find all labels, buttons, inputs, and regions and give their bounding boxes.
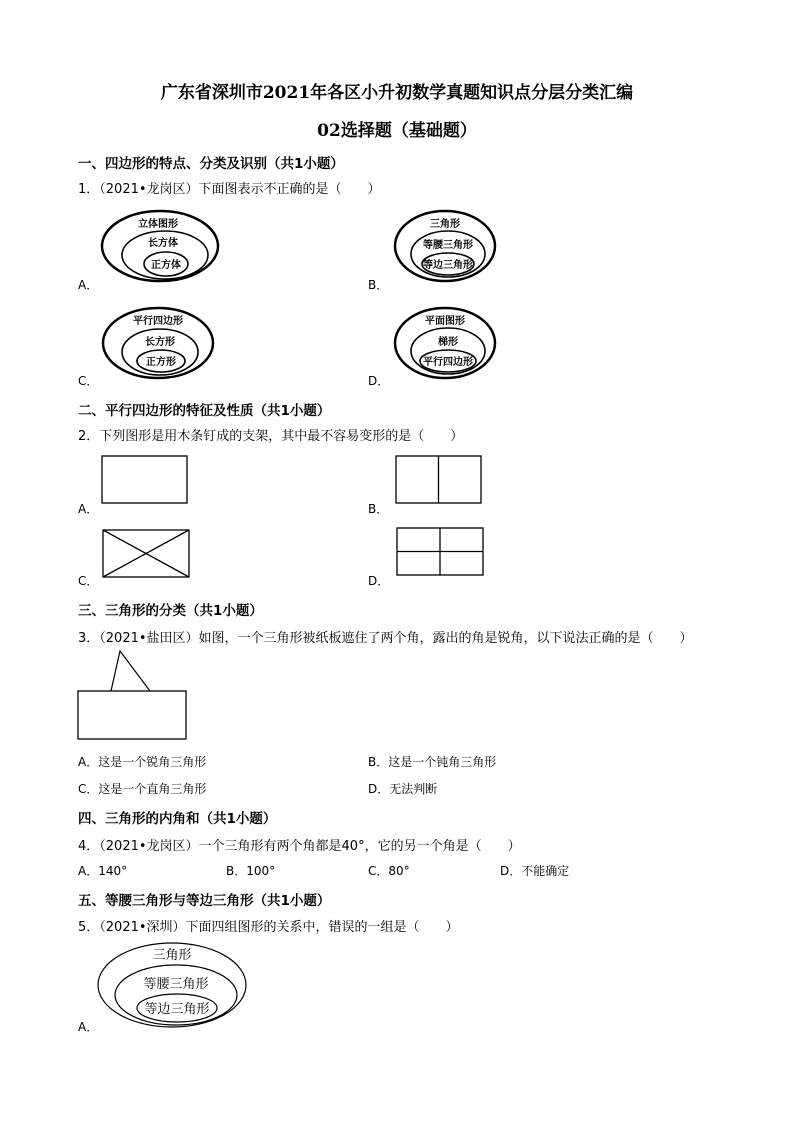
q5a-inner-label: 等边三角形 [144,1002,210,1017]
q1-option-a-letter: A． [78,278,99,292]
question-4: 4．（2021•龙岗区）一个三角形有两个角都是40°，它的另一个角是（ ） [78,839,521,854]
q1a-inner-label: 正方体 [151,260,181,271]
section-heading-3: 三、三角形的分类（共1小题） [78,603,263,619]
question-2: 2．下列图形是用木条钉成的支架，其中最不容易变形的是（ ） [78,429,464,444]
q2-option-d-letter: D． [368,574,390,588]
q5a-middle-label: 等腰三角形 [143,977,209,992]
question-5: 5．（2021•深圳）下面四组图形的关系中，错误的一组是（ ） [78,920,459,935]
q1c-outer-label: 平行四边形 [133,316,183,327]
q2-option-c-frame [101,528,192,580]
q2-option-b-frame [394,454,484,506]
q5-option-a-letter: A． [78,1020,99,1034]
q4-option-b: B．100° [226,864,276,878]
q1c-inner-label: 正方形 [146,357,176,368]
q1a-middle-label: 长方体 [148,238,178,249]
section-heading-1: 一、四边形的特点、分类及识别（共1小题） [78,156,344,172]
section-heading-2: 二、平行四边形的特征及性质（共1小题） [78,403,331,419]
q2-option-d-frame [395,526,485,578]
q1-option-c-diagram [100,305,216,381]
q2-option-c-letter: C． [78,574,99,588]
q1d-inner-label: 平行四边形 [423,357,473,368]
question-3: 3．（2021•盐田区）如图，一个三角形被纸板遮住了两个角，露出的角是锐角，以下说法正确的是（ ） [78,631,693,646]
q1-option-b-letter: B． [368,278,389,292]
section-heading-4: 四、三角形的内角和（共1小题） [78,811,277,827]
q5a-outer-label: 三角形 [152,948,192,963]
q1-option-d-letter: D． [368,374,390,388]
q1d-middle-label: 梯形 [438,337,458,348]
q2-option-a-letter: A． [78,502,99,516]
q1-option-d-diagram [393,305,497,381]
q2-option-b-letter: B． [368,502,389,516]
q2-option-a-frame [100,454,190,506]
question-1: 1．（2021•龙岗区）下面图表示不正确的是（ ） [78,182,381,197]
q3-option-a: A．这是一个锐角三角形 [78,755,207,769]
q1-option-a-diagram [100,208,222,284]
section-heading-5: 五、等腰三角形与等边三角形（共1小题） [78,893,331,909]
q3-option-d: D．无法判断 [368,782,438,796]
q4-option-a: A．140° [78,864,128,878]
q1d-outer-label: 平面图形 [425,316,465,327]
document-title: 广东省深圳市2021年各区小升初数学真题知识点分层分类汇编 [160,83,634,103]
q4-option-c: C．80° [368,864,410,878]
q4-option-d: D．不能确定 [500,864,570,878]
document-subtitle: 02选择题（基础题） [317,121,477,141]
q3-option-b: B．这是一个钝角三角形 [368,755,497,769]
q1a-outer-label: 立体图形 [138,219,178,230]
q5-option-a-diagram [96,940,248,1030]
q3-covered-triangle-figure [76,649,190,743]
q1b-outer-label: 三角形 [430,219,460,230]
q1c-middle-label: 长方形 [145,337,175,348]
q3-option-c: C．这是一个直角三角形 [78,782,207,796]
q1b-inner-label: 等边三角形 [423,260,473,271]
q1-option-c-letter: C． [78,374,99,388]
q1-option-b-diagram [393,208,497,284]
q1b-middle-label: 等腰三角形 [423,240,473,251]
